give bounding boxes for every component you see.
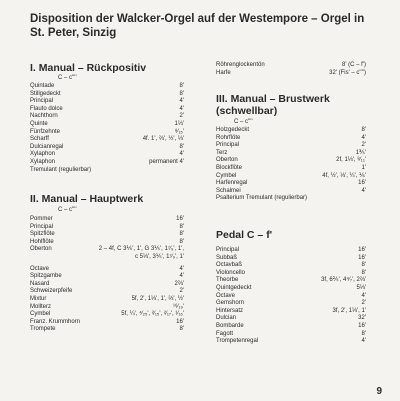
stop-value: 3f, 2', 1⅓', 1' [332, 307, 366, 314]
manual-1-stop-list [30, 83, 184, 174]
stop-value: 16' [176, 318, 184, 325]
stop-name: Psalterium Tremulant (regulierbar) [216, 195, 308, 202]
stop-value: 8' [361, 262, 366, 269]
stop-value: ¹⁶⁄₁₉' [172, 303, 184, 310]
stop-row [30, 266, 184, 274]
stop-name: Harfenregal [216, 180, 248, 187]
pedal-stop-list [216, 247, 366, 346]
stop-row [216, 277, 366, 285]
stop-name: Octave [30, 265, 50, 272]
stop-name: Tremulant (regulierbar) [30, 166, 92, 173]
pedal-heading: Pedal C – f' [216, 229, 273, 241]
stop-value: 4' [179, 105, 184, 112]
stop-row [216, 165, 366, 173]
title-line-1: Disposition der Walcker-Orgel auf der Westempore – Orgel in [30, 13, 365, 25]
manual-3-heading [216, 93, 330, 117]
stop-name: Harfe [216, 69, 231, 76]
stop-name: Schalmei [216, 187, 241, 194]
stop-value: 8' [179, 326, 184, 333]
stop-value: 8' [179, 223, 184, 230]
stop-name: Quinte [30, 120, 48, 127]
stop-row [216, 338, 366, 346]
stop-row [30, 106, 184, 114]
stop-row [216, 127, 366, 135]
stop-name: Spitzgambe [30, 273, 62, 280]
stop-row [30, 311, 184, 319]
manual-3-heading-line-2: (schwellbar) [216, 105, 278, 117]
stop-value: 8' [179, 83, 184, 89]
stop-value: 4' [361, 187, 366, 194]
stop-value: 5⅓' [356, 284, 366, 291]
stop-value: 2⅔' [174, 280, 184, 287]
bells-stop-list [216, 62, 366, 77]
stop-value: permanent 4' [149, 158, 184, 165]
stop-row [216, 315, 366, 323]
stop-value: 8' [179, 238, 184, 245]
stop-name: Quintgedeckt [216, 284, 252, 291]
stop-name: Franz. Krummhorn [30, 318, 81, 325]
stop-name: Principal [30, 98, 54, 105]
stop-value: 2f, 1⅓', ⁸⁄₁₁' [336, 157, 366, 164]
stop-name: Fagott [216, 330, 234, 337]
stop-value: 8' [179, 90, 184, 97]
stop-value: 4' [361, 338, 366, 345]
stop-name: Octave [216, 292, 236, 299]
stop-value: 1' [361, 164, 366, 171]
stop-value: 4f. 1', ⅔', ½', ⅓' [142, 136, 184, 143]
stop-name: Quintade [30, 83, 55, 89]
stop-value: 4' [179, 265, 184, 272]
stop-row [216, 285, 366, 293]
stop-row [30, 98, 184, 106]
stop-name: Subbaß [216, 254, 238, 261]
stop-row [216, 331, 366, 339]
stop-name: Holzgedeckt [216, 127, 250, 133]
stop-name: Bombarde [216, 322, 244, 329]
stop-row [30, 273, 184, 281]
stop-name: Dulcianregal [30, 143, 64, 150]
stop-value: ⁸⁄₁₅' [174, 128, 184, 135]
stop-value: 16' [358, 180, 366, 187]
page-title [30, 12, 380, 40]
stop-value: 2' [179, 113, 184, 120]
stop-name: Principal [216, 247, 240, 253]
stop-name: Xylaphon [30, 158, 56, 165]
stop-row [216, 300, 366, 308]
stop-value: 16' [358, 322, 366, 329]
manual-1-range: C – c'''' [58, 75, 77, 81]
stop-name: Pommer [30, 216, 53, 222]
stop-value: 4' [179, 273, 184, 280]
stop-value: 4' [179, 151, 184, 158]
stop-value: 2' [179, 288, 184, 295]
stop-row [30, 254, 184, 262]
stop-name: Violoncello [216, 269, 245, 276]
title-line-2: St. Peter, Sinzig [30, 27, 117, 39]
stop-value: 8' [179, 231, 184, 238]
stop-name: Spitzflöte [30, 231, 55, 238]
stop-name: Principal [216, 142, 240, 149]
stop-name: Cymbel [216, 172, 237, 179]
stop-name: Stillgedeckt [30, 90, 61, 97]
stop-value: 5f, ¼', ⁴⁄₂₅', ²⁄₁₅', ²⁄₁₇', ¹⁄₁₆' [121, 311, 184, 318]
stop-row [30, 136, 184, 144]
stop-row [216, 293, 366, 301]
stop-name: Nachthorn [30, 113, 58, 120]
stop-row [30, 246, 184, 254]
stop-row [30, 304, 184, 312]
stop-name: Fünfzehnte [30, 128, 61, 135]
stop-value: 4' [179, 98, 184, 105]
stop-name: Hintersatz [216, 307, 244, 314]
page-number: 9 [376, 386, 382, 397]
stop-row [216, 247, 366, 255]
stop-row [216, 135, 366, 143]
stop-name: Theorbe [216, 277, 239, 284]
stop-name: Xylaphon [30, 151, 56, 158]
stop-row [30, 151, 184, 159]
stop-value: 5f, 2', 1⅓', 1', ⅔', ½' [131, 295, 184, 302]
stop-name: Trompetenregal [216, 338, 259, 345]
stop-value: 4' [361, 134, 366, 141]
stop-row [216, 188, 366, 196]
stop-row [216, 173, 366, 181]
stop-name: Schweizerpfeife [30, 288, 73, 295]
stop-row [216, 70, 366, 78]
stop-name: Terz [216, 149, 228, 156]
stop-name: Octavbaß [216, 262, 243, 269]
stop-value: 32' (Fis' – c'''') [329, 69, 366, 76]
stop-value: 8' (C – f') [342, 62, 366, 68]
stop-value: 1⅗' [355, 149, 366, 156]
stop-name: Scharff [30, 136, 49, 143]
stop-value: 32' [358, 315, 366, 322]
stop-name: Nasard [30, 280, 50, 287]
stop-value: 2' [361, 300, 366, 307]
stop-row [30, 319, 184, 327]
stop-value: 8' [179, 143, 184, 150]
stop-value: 4' [361, 292, 366, 299]
stop-row [216, 323, 366, 331]
stop-name: Rohrflöte [216, 134, 241, 141]
manual-2-heading: II. Manual – Hauptwerk [30, 193, 144, 205]
stop-row [30, 144, 184, 152]
stop-row [30, 121, 184, 129]
stop-row [30, 167, 184, 175]
stop-name: Gemshorn [216, 300, 245, 307]
stop-row [30, 281, 184, 289]
manual-1-heading: I. Manual – Rückpositiv [30, 62, 147, 74]
stop-name: Principal [30, 223, 54, 230]
stop-row [30, 159, 184, 167]
stop-name: Trompete [30, 326, 56, 333]
stop-value: 8' [361, 269, 366, 276]
stop-value: 8' [361, 127, 366, 133]
stop-name: Mixtur [30, 295, 47, 302]
manual-3-stop-list [216, 127, 366, 203]
stop-row [216, 142, 366, 150]
stop-value: 2 – 4f, C 3⅕', 1', G 3⅕', 1⁷⁄₉', 1', [98, 246, 184, 253]
stop-value: 8' [361, 330, 366, 337]
stop-row [30, 216, 184, 224]
manual-2-range: C – c'''' [58, 207, 77, 213]
stop-name: Blockflöte [216, 164, 243, 171]
stop-name: Dulcian [216, 315, 237, 322]
stop-value: c 5⅓', 3⅕', 1⁷⁄₉', 1' [135, 253, 184, 260]
stop-row [30, 326, 184, 334]
stop-row [30, 113, 184, 121]
stop-row [30, 91, 184, 99]
stop-row [30, 224, 184, 232]
stop-name: Hohlflöte [30, 238, 54, 245]
stop-value: 2' [361, 142, 366, 149]
stop-row [216, 157, 366, 165]
stop-name: Flauto dolce [30, 105, 63, 112]
stop-row [30, 288, 184, 296]
stop-name: Röhrenglockentön [216, 62, 265, 68]
stop-value: 3f, 6⅖', 4⁴⁄₇', 2⅔' [321, 277, 366, 284]
stop-row [30, 231, 184, 239]
manual-3-range: C – c'''' [234, 119, 253, 125]
stop-name: Oberton [30, 246, 52, 253]
stop-row [216, 195, 366, 203]
stop-row [216, 180, 366, 188]
manual-2-stop-list [30, 216, 184, 334]
stop-row [216, 308, 366, 316]
stop-name: Oberton [216, 157, 238, 164]
stop-value: 16' [358, 247, 366, 253]
stop-name: Cymbel [30, 311, 51, 318]
stop-row [216, 262, 366, 270]
stop-value: 1⅓' [174, 120, 184, 127]
stop-value: 16' [358, 254, 366, 261]
stop-row [30, 83, 184, 91]
stop-value: 16' [176, 216, 184, 222]
manual-3-heading-line-1: III. Manual – Brustwerk [216, 93, 330, 105]
stop-row [30, 296, 184, 304]
stop-row [216, 255, 366, 263]
stop-name: Mollterz [30, 303, 52, 310]
stop-value: 4f, ½', ⅓', ¼', ⅙' [322, 172, 366, 179]
stop-row [216, 62, 366, 70]
